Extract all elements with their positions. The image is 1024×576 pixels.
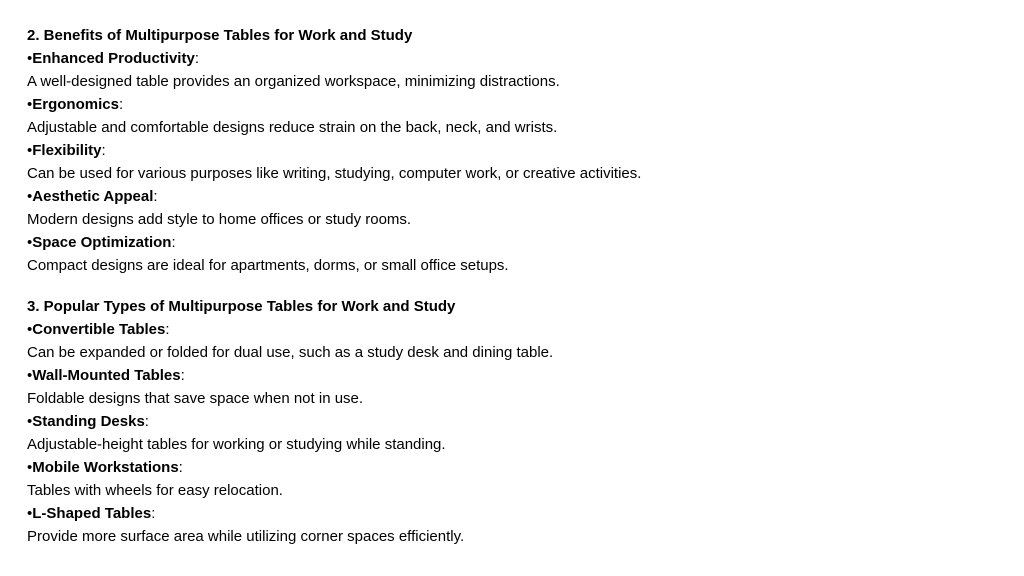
item-name: Ergonomics: [32, 96, 119, 113]
section-benefits: [27, 24, 1007, 277]
list-item-title: •Convertible Tables:: [27, 321, 170, 338]
list-item-title: •Wall-Mounted Tables:: [27, 367, 185, 384]
list-item-description: Foldable designs that save space when not in use.: [27, 390, 364, 407]
item-name: L-Shaped Tables: [32, 505, 152, 522]
list-item-description: Adjustable and comfortable designs reduce strain on the back, neck, and wrists.: [27, 119, 558, 136]
list-item-description: Provide more surface area while utilizing corner spaces efficiently.: [27, 528, 465, 545]
list-item-title: •Ergonomics:: [27, 96, 124, 113]
section-heading: 3. Popular Types of Multipurpose Tables for Work and Study: [27, 298, 456, 315]
list-item-title: •L-Shaped Tables:: [27, 505, 156, 522]
list-item-description: Compact designs are ideal for apartments, dorms, or small office setups.: [27, 257, 509, 274]
item-name: Mobile Workstations: [32, 459, 179, 476]
item-name: Wall-Mounted Tables: [32, 367, 181, 384]
list-item-title: •Mobile Workstations:: [27, 459, 183, 476]
item-name: Aesthetic Appeal: [32, 188, 154, 205]
item-name: Space Optimization: [32, 234, 172, 251]
list-item-title: •Standing Desks:: [27, 413, 149, 430]
list-item-description: Tables with wheels for easy relocation.: [27, 482, 283, 499]
list-item-description: Can be used for various purposes like writing, studying, computer work, or creative activities.: [27, 165, 642, 182]
list-item-title: •Flexibility:: [27, 142, 106, 159]
list-item-description: Adjustable-height tables for working or studying while standing.: [27, 436, 446, 453]
section-popular-types: [27, 295, 1007, 548]
list-item-description: Can be expanded or folded for dual use, such as a study desk and dining table.: [27, 344, 554, 361]
item-name: Flexibility: [32, 142, 102, 159]
list-item-description: Modern designs add style to home offices or study rooms.: [27, 211, 412, 228]
list-item-title: •Enhanced Productivity:: [27, 50, 199, 67]
item-name: Convertible Tables: [32, 321, 166, 338]
item-name: Enhanced Productivity: [32, 50, 195, 67]
list-item-title: •Space Optimization:: [27, 234, 176, 251]
list-item-title: •Aesthetic Appeal:: [27, 188, 158, 205]
item-name: Standing Desks: [32, 413, 145, 430]
section-heading: 2. Benefits of Multipurpose Tables for Work and Study: [27, 27, 413, 44]
slide-content: [27, 24, 1007, 548]
list-item-description: A well-designed table provides an organized workspace, minimizing distractions.: [27, 73, 560, 90]
